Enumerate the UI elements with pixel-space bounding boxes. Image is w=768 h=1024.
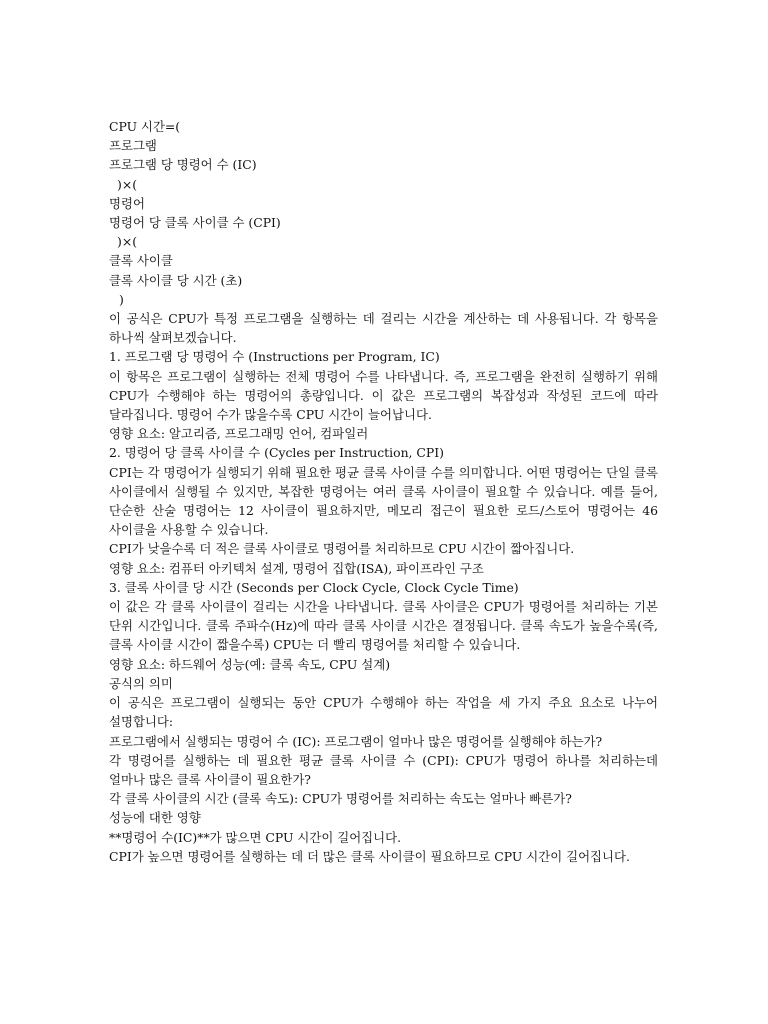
formula-line-2: 프로그램 — [109, 138, 157, 154]
section-3-factors: 영향 요소: 하드웨어 성능(예: 클록 속도, CPU 설계) — [109, 656, 391, 672]
section-1-factors: 영향 요소: 알고리즘, 프로그래밍 언어, 컴파일러 — [109, 426, 369, 442]
formula-line-9: 클록 사이클 당 시간 (초) — [109, 272, 243, 288]
formula-line-1: CPU 시간=( — [109, 119, 181, 134]
formula-line-4: )×( — [117, 176, 138, 192]
meaning-heading: 공식의 의미 — [109, 675, 173, 691]
section-3-heading: 3. 클록 사이클 당 시간 (Seconds per Clock Cycle, Clock Cycle Time) — [109, 579, 519, 595]
meaning-item-1: 프로그램에서 실행되는 명령어 수 (IC): 프로그램이 얼마나 많은 명령어를 실행해야 하는가? — [109, 733, 603, 749]
section-2-factors: 영향 요소: 컴퓨터 아키텍처 설계, 명령어 집합(ISA), 파이프라인 구조 — [109, 560, 484, 576]
meaning-item-3: 각 클록 사이클의 시간 (클록 속도): CPU가 명령어를 처리하는 속도는 얼마나 빠른가? — [109, 791, 572, 807]
formula-line-7: )×( — [117, 234, 138, 250]
section-2-note: CPI가 낮을수록 더 적은 클록 사이클로 명령어를 처리하므로 CPU 시간이 짧아집니다. — [109, 541, 575, 557]
formula-line-6: 명령어 당 클록 사이클 수 (CPI) — [109, 215, 281, 231]
impact-item-1: **명령어 수(IC)**가 많으면 CPU 시간이 길어집니다. — [109, 829, 402, 845]
meaning-item-2: 각 명령어를 실행하는 데 필요한 평균 클록 사이클 수 (CPI): CPU가 명령어 하나를 처리하는데 얼마나 많은 클록 사이클이 필요한가? — [109, 752, 658, 787]
impact-heading: 성능에 대한 영향 — [109, 810, 201, 826]
section-1-heading: 1. 프로그램 당 명령어 수 (Instructions per Program, IC) — [109, 349, 440, 365]
formula-line-3: 프로그램 당 명령어 수 (IC) — [109, 157, 257, 173]
meaning-body: 이 공식은 프로그램이 실행되는 동안 CPU가 수행해야 하는 작업을 세 가지 주요 요소로 나누어 설명합니다: — [109, 695, 658, 730]
formula-line-5: 명령어 — [109, 195, 145, 211]
section-3-body: 이 값은 각 클록 사이클이 걸리는 시간을 나타냅니다. 클록 사이클은 CPU가 명령어를 처리하는 기본 단위 시간입니다. 클록 주파수(Hz)에 따라 클록 사이클 시간은 결정됩니다. 클록 속도가 높을수록(즉, 클록 사이클 시간이 짧을수록) CPU는 더 빨리 명령어를 처리할 수 있습니다. — [109, 599, 658, 653]
section-2-heading: 2. 명령어 당 클록 사이클 수 (Cycles per Instruction, CPI) — [109, 445, 444, 461]
section-2-body: CPI는 각 명령어가 실행되기 위해 필요한 평균 클록 사이클 수를 의미합니다. 어떤 명령어는 단일 클록 사이클에서 실행될 수 있지만, 복잡한 명령어는 여러 클록 사이클이 필요할 수 있습니다. 예를 들어, 단순한 산술 명령어는 12 사이클이 필요하지만, 메모리 접근이 필요한 로드/스토어 명령어는 46 사이클을 사용할 수 있습니다. — [109, 464, 658, 538]
formula-line-10: ) — [119, 291, 124, 307]
section-1-body: 이 항목은 프로그램이 실행하는 전체 명령어 수를 나타냅니다. 즉, 프로그램을 완전히 실행하기 위해 CPU가 수행해야 하는 명령어의 총량입니다. 이 값은 프로그램의 복잡성과 작성된 코드에 따라 달라집니다. 명령어 수가 많을수록 CPU 시간이 늘어납니다. — [109, 368, 658, 423]
formula-line-8: 클록 사이클 — [109, 253, 173, 269]
impact-item-2: CPI가 높으면 명령어를 실행하는 데 더 많은 클록 사이클이 필요하므로 CPU 시간이 길어집니다. — [109, 848, 630, 864]
document-page — [109, 117, 658, 866]
intro-paragraph: 이 공식은 CPU가 특정 프로그램을 실행하는 데 걸리는 시간을 계산하는 데 사용됩니다. 각 항목을 하나씩 살펴보겠습니다. — [109, 311, 658, 346]
